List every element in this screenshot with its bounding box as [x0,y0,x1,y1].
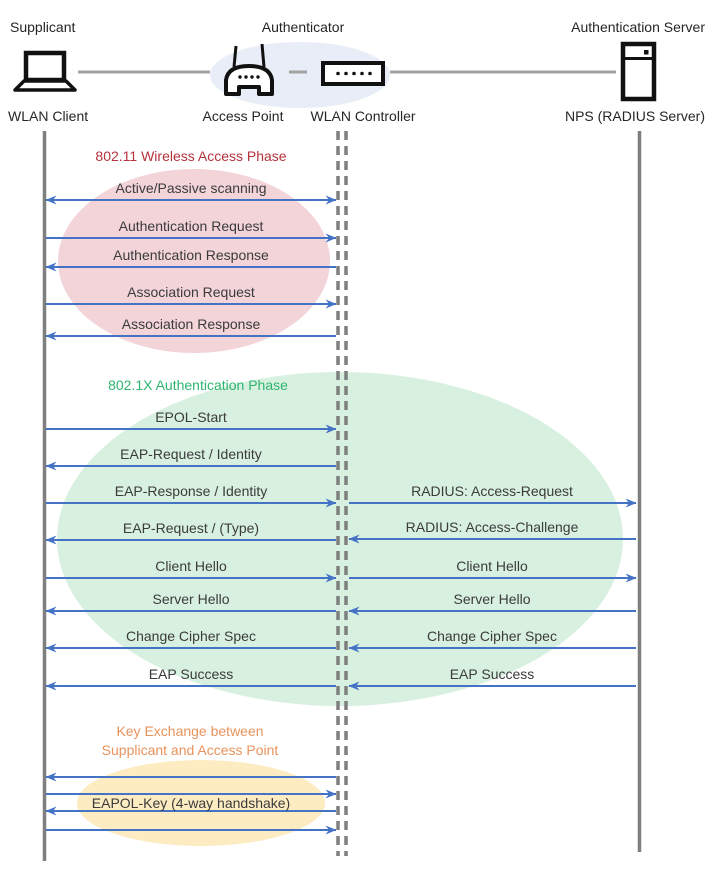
wlan-client-label: WLAN Client [8,108,89,124]
message-label: RADIUS: Access-Challenge [405,519,579,535]
key-exchange-title-line1: Key Exchange between [116,723,264,739]
authenticator-role-label: Authenticator [261,19,345,35]
message-label: Authentication Response [113,247,269,263]
message-label: Active/Passive scanning [115,180,267,196]
message-label: EAP-Response / Identity [114,483,268,499]
message-label: EAP Success [449,666,535,682]
message-label: EPOL-Start [155,409,227,425]
auth-server-role-label: Authentication Server [571,19,705,35]
message-label: Client Hello [155,558,227,574]
nps-server-label: NPS (RADIUS Server) [564,108,705,124]
wireless-phase-title: 802.11 Wireless Access Phase [95,148,287,164]
server-icon [623,44,654,99]
supplicant-role-label: Supplicant [10,19,76,35]
laptop-icon [15,53,75,90]
message-label: Association Request [127,284,255,300]
dot1x-phase-title: 802.1X Authentication Phase [108,377,288,393]
message-label: Change Cipher Spec [126,628,256,644]
message-label: Authentication Request [118,218,264,234]
message-label: EAP-Request / (Type) [122,520,260,536]
message-label: RADIUS: Access-Request [411,483,573,499]
message-label: Server Hello [152,591,230,607]
message-label: EAPOL-Key (4-way handshake) [91,795,291,811]
message-label: EAP-Request / Identity [120,446,262,462]
message-label: Association Response [121,316,261,332]
message-label: Client Hello [456,558,528,574]
access-point-label: Access Point [202,108,284,124]
wlan-controller-label: WLAN Controller [310,108,416,124]
key-exchange-title-line2: Supplicant and Access Point [101,742,279,758]
message-label: Change Cipher Spec [427,628,557,644]
wlan-controller-icon [323,63,383,84]
message-label: Server Hello [453,591,531,607]
message-label: EAP Success [148,666,234,682]
